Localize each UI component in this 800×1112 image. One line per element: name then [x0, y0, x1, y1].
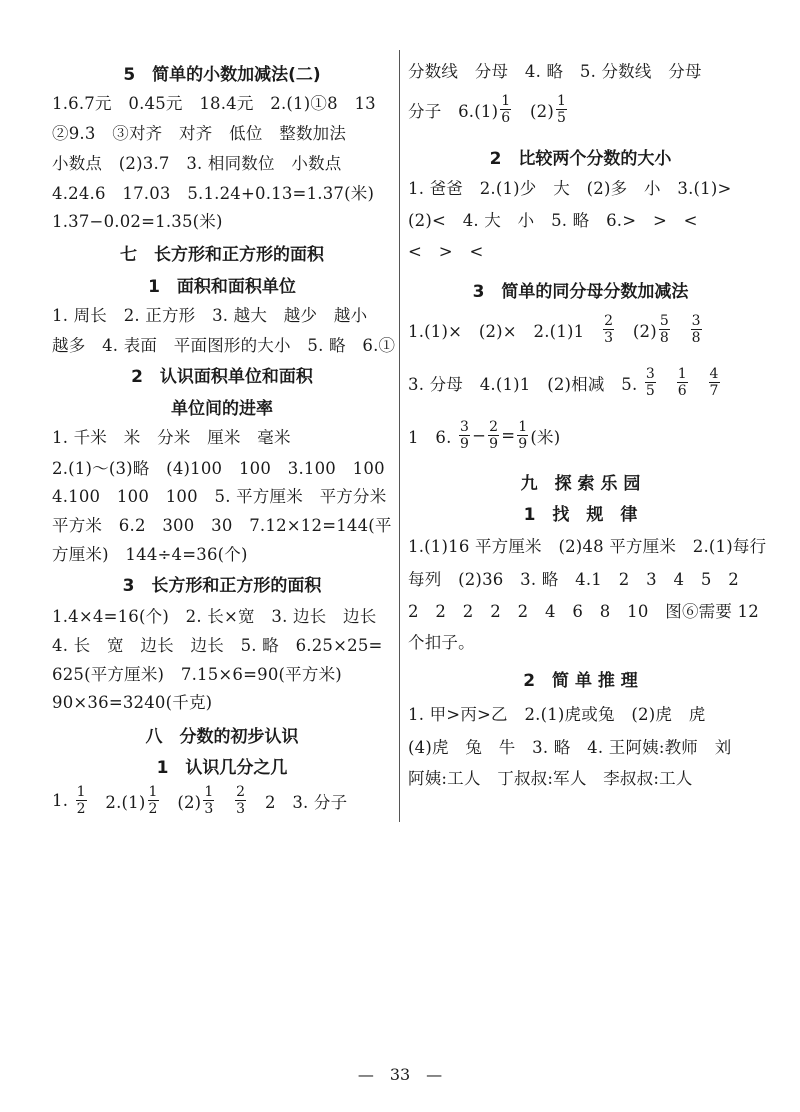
answer-text: 1.: [52, 791, 74, 810]
fraction-numerator: 3: [460, 419, 470, 435]
section-heading: 2 认识面积单位和面积: [131, 367, 313, 387]
answer-line: [52, 483, 392, 507]
answer-text: 小数点 (2)3.7 3. 相同数位 小数点: [52, 154, 342, 173]
answer-line: [408, 207, 753, 231]
section-heading: 1 认识几分之几: [156, 758, 288, 778]
answer-line: [52, 603, 392, 627]
fraction-numerator: 1: [677, 366, 687, 382]
answer-line: [52, 120, 392, 144]
answer-text: 1 6.: [408, 427, 457, 447]
answer-text: (2): [616, 321, 657, 341]
answer-text: 分子 6.(1): [408, 101, 499, 121]
column-divider: [399, 50, 400, 822]
answer-text: (2)< 4. 大 小 5. 略 6.> > <: [408, 211, 698, 230]
answer-text: (2): [160, 792, 202, 812]
unit-heading: 九 探 索 乐 园: [520, 474, 641, 494]
section-heading: 单位间的进率: [171, 399, 273, 419]
section-heading: 3 长方形和正方形的面积: [122, 576, 322, 596]
fraction-numerator: 1: [557, 93, 567, 109]
answer-text: 625(平方厘米) 7.15×6=90(平方米): [52, 665, 342, 684]
fraction-denominator: 2: [148, 801, 158, 817]
answer-line: [52, 541, 392, 565]
answer-line: [408, 419, 753, 452]
answer-line: [52, 689, 392, 713]
fraction-numerator: 1: [501, 93, 511, 109]
fraction: [677, 366, 688, 399]
answer-text: 1. 甲>丙>乙 2.(1)虎或兔 (2)虎 虎: [408, 705, 706, 724]
fraction-denominator: 3: [236, 801, 246, 817]
answer-text: 2 2 2 2 2 4 6 8 10 图⑥需要 12: [408, 602, 759, 621]
answer-text: (2): [513, 101, 555, 121]
answer-line: [408, 566, 753, 590]
answer-line: [52, 661, 392, 685]
answer-text: (4)虎 兔 牛 3. 略 4. 王阿姨:教师 刘: [408, 738, 732, 757]
section-heading: 5 简单的小数加减法(二): [123, 65, 321, 85]
fraction: [203, 784, 214, 817]
answer-text: 2.(1): [88, 792, 146, 812]
answer-text: 分数线 分母 4. 略 5. 分数线 分母: [408, 62, 702, 81]
section-heading: 2 简 单 推 理: [523, 671, 638, 691]
answer-text: [216, 789, 233, 813]
answer-line: [408, 366, 753, 399]
section-heading: 1 面积和面积单位: [148, 277, 296, 297]
answer-text: [690, 371, 707, 395]
answer-text: 1.(1)× (2)× 2.(1)1: [408, 321, 602, 341]
answer-text: 4.100 100 100 5. 平方厘米 平方分米: [52, 487, 387, 506]
fraction-denominator: 8: [659, 330, 669, 346]
fraction-denominator: 9: [460, 436, 470, 452]
answer-line: [52, 784, 392, 817]
fraction: [659, 313, 670, 346]
fraction: [235, 784, 246, 817]
answer-text: −: [472, 426, 487, 445]
fraction-denominator: 5: [557, 110, 567, 126]
fraction-numerator: 5: [659, 313, 669, 329]
answer-line: [52, 332, 396, 356]
answer-text: 2 3. 分子: [248, 792, 348, 812]
unit-heading: 七 长方形和正方形的面积: [120, 245, 324, 265]
fraction-numerator: 1: [518, 419, 528, 435]
fraction-denominator: 5: [645, 383, 655, 399]
answer-text: 阿姨:工人 丁叔叔:军人 李叔叔:工人: [408, 769, 693, 788]
answer-text: 1.(1)16 平方厘米 (2)48 平方厘米 2.(1)每行: [408, 537, 767, 556]
fraction: [709, 366, 720, 399]
fraction-denominator: 8: [691, 330, 701, 346]
fraction-denominator: 9: [518, 436, 528, 452]
fraction: [556, 93, 567, 126]
answer-line: [52, 180, 392, 204]
answer-line: [408, 765, 753, 789]
answer-text: 个扣子。: [408, 633, 475, 652]
answer-text: 4. 长 宽 边长 边长 5. 略 6.25×25=: [52, 636, 383, 655]
fraction: [76, 784, 87, 817]
answer-text: =: [501, 426, 516, 445]
answer-line: [408, 701, 753, 725]
answer-line: [408, 533, 767, 557]
answer-text: 平方米 6.2 300 30 7.12×12=144(平: [52, 516, 392, 535]
fraction: [459, 419, 470, 452]
section-heading: 2 比较两个分数的大小: [489, 149, 672, 169]
fraction-numerator: 1: [204, 784, 214, 800]
answer-line: [52, 455, 392, 479]
section-heading: 3 简单的同分母分数加减法: [472, 282, 689, 302]
answer-text: [658, 371, 675, 395]
fraction-numerator: 2: [236, 784, 246, 800]
answer-line: [52, 302, 392, 326]
answer-line: [408, 175, 753, 199]
answer-text: 1. 爸爸 2.(1)少 大 (2)多 小 3.(1)>: [408, 179, 732, 198]
answer-line: [408, 629, 753, 653]
answer-line: [52, 424, 392, 448]
fraction: [691, 313, 702, 346]
fraction-denominator: 7: [709, 383, 719, 399]
answer-line: [52, 632, 392, 656]
fraction-denominator: 2: [76, 801, 86, 817]
answer-text: 3. 分母 4.(1)1 (2)相减 5.: [408, 374, 643, 394]
answer-line: [52, 208, 392, 232]
section-heading: 1 找 规 律: [523, 505, 638, 525]
answer-line: [52, 512, 392, 536]
fraction: [500, 93, 511, 126]
fraction: [645, 366, 656, 399]
fraction-denominator: 9: [489, 436, 499, 452]
answer-text: (米): [530, 427, 561, 447]
answer-line: [408, 238, 753, 262]
answer-line: [408, 58, 753, 82]
answer-text: 1. 周长 2. 正方形 3. 越大 越少 越小: [52, 306, 368, 325]
fraction-denominator: 6: [677, 383, 687, 399]
fraction: [148, 784, 159, 817]
answer-line: [408, 93, 753, 126]
fraction-numerator: 3: [691, 313, 701, 329]
fraction-numerator: 4: [709, 366, 719, 382]
answer-text: 1. 千米 米 分米 厘米 毫米: [52, 428, 291, 447]
answer-text: 90×36=3240(千克): [52, 693, 213, 712]
page-number: — 33 —: [357, 1065, 443, 1084]
unit-heading: 八 分数的初步认识: [145, 727, 299, 747]
answer-text: 2.(1)～(3)略 (4)100 100 3.100 100: [52, 459, 385, 478]
fraction-denominator: 6: [501, 110, 511, 126]
answer-text: 1.37−0.02=1.35(米): [52, 212, 223, 231]
answer-text: 每列 (2)36 3. 略 4.1 2 3 4 5 2: [408, 570, 739, 589]
answer-line: [52, 150, 392, 174]
fraction: [488, 419, 499, 452]
fraction-denominator: 3: [604, 330, 614, 346]
fraction-numerator: 1: [76, 784, 86, 800]
fraction: [517, 419, 528, 452]
fraction-numerator: 3: [645, 366, 655, 382]
fraction-numerator: 2: [489, 419, 499, 435]
fraction-denominator: 3: [204, 801, 214, 817]
fraction-numerator: 1: [148, 784, 158, 800]
answer-line: [408, 598, 759, 622]
answer-line: [408, 313, 753, 346]
answer-line: [408, 734, 753, 758]
answer-line: [52, 90, 392, 114]
answer-text: < > <: [408, 242, 484, 261]
answer-text: ②9.3 ③对齐 对齐 低位 整数加法: [52, 124, 347, 143]
answer-text: 方厘米) 144÷4=36(个): [52, 545, 248, 564]
fraction: [603, 313, 614, 346]
answer-text: [672, 318, 689, 342]
answer-text: 1.4×4=16(个) 2. 长×宽 3. 边长 边长: [52, 607, 377, 626]
fraction-numerator: 2: [604, 313, 614, 329]
answer-text: 1.6.7元 0.45元 18.4元 2.(1)①8 13: [52, 94, 376, 113]
answer-text: 越多 4. 表面 平面图形的大小 5. 略 6.①: [52, 336, 396, 355]
answer-text: 4.24.6 17.03 5.1.24+0.13=1.37(米): [52, 184, 375, 203]
